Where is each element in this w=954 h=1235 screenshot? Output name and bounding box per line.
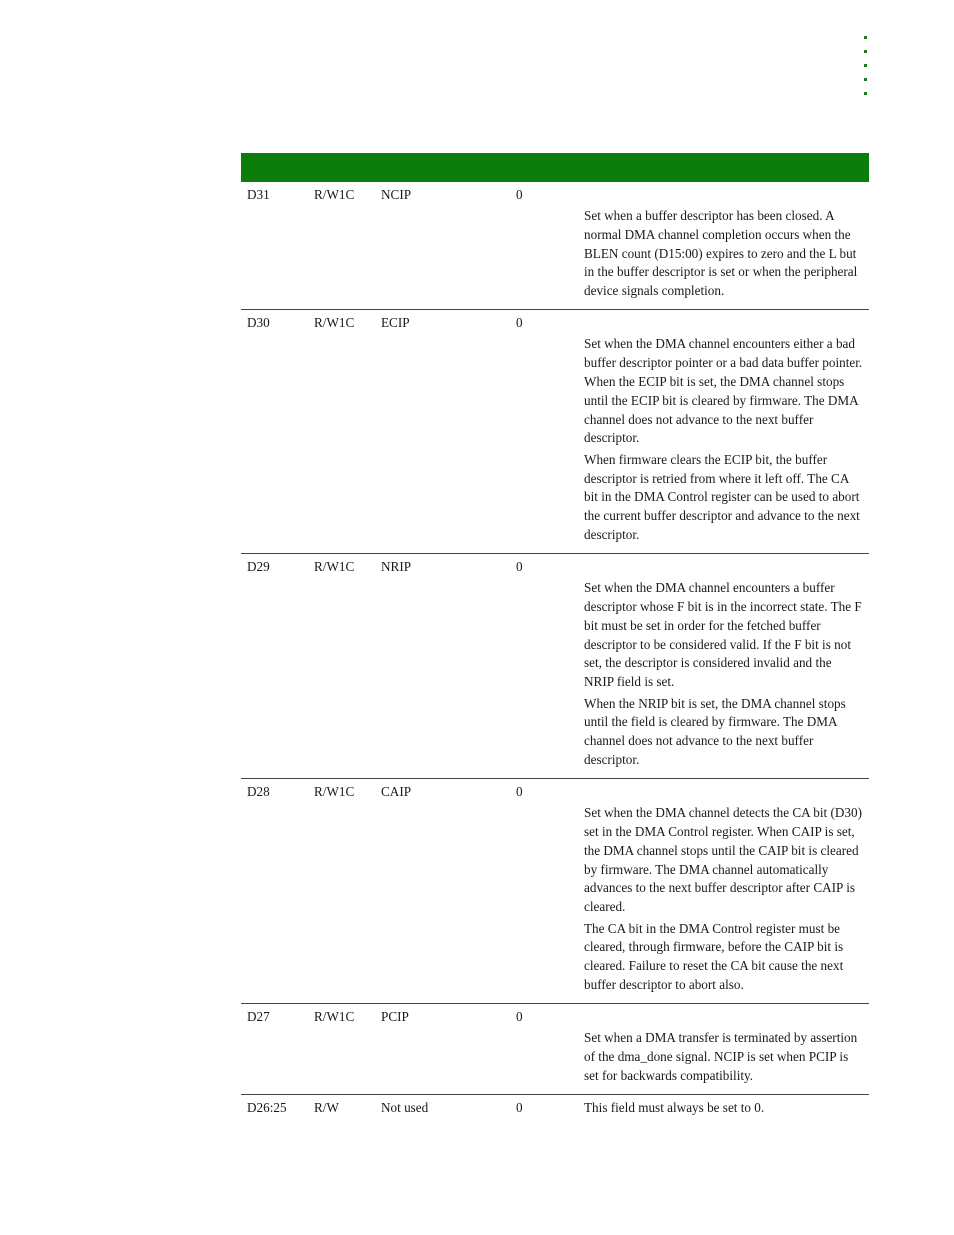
mnemonic-cell: ECIP — [381, 315, 410, 331]
access-cell: R/W1C — [314, 1009, 355, 1025]
bits-cell: D28 — [247, 784, 270, 800]
description-paragraph: Set when the DMA channel encounters either a bad buffer descriptor pointer or a bad data buffer pointer. When the ECIP bit is set, the DMA channel stops until the ECIP bit is cleared by firmware. The DMA channel does not advance to the next buffer descriptor. — [584, 336, 863, 446]
access-cell: R/W1C — [314, 187, 355, 202]
table-row — [241, 1095, 869, 1126]
description-paragraph: Set when a buffer descriptor has been closed. A normal DMA channel completion occurs when the BLEN count (D15:00) expires to zero and the L but in the buffer descriptor is set or when the peripheral device signals completion. — [584, 208, 858, 299]
description-cell — [584, 1095, 864, 1126]
table-row — [241, 182, 869, 310]
description-paragraph: Set when the DMA channel encounters a buffer descriptor whose F bit is in the incorrect state. The F bit must be set in order for the fetched buffer descriptor to be considered valid. If the F bit is not set, the descriptor is considered invalid and the NRIP field is set. — [584, 580, 862, 690]
page-margin-dots — [864, 36, 868, 106]
reset-cell: 0 — [516, 1100, 523, 1116]
description-paragraph: This field must always be set to 0. — [584, 1100, 765, 1116]
description-cell — [584, 779, 864, 1003]
mnemonic-cell: Not used — [381, 1100, 429, 1116]
reset-cell: 0 — [516, 187, 523, 202]
mnemonic-cell: PCIP — [381, 1009, 409, 1025]
table-header-bar — [241, 153, 869, 182]
description-paragraph: Set when the DMA channel detects the CA bit (D30) set in the DMA Control register. When CAIP is set, the DMA channel stops until the CAIP bit is cleared by firmware. The DMA channel automatically advances to the next buffer descriptor after CAIP is cleared. — [584, 805, 862, 915]
description-cell — [584, 1004, 864, 1094]
table-row — [241, 554, 869, 779]
reset-cell: 0 — [516, 559, 523, 575]
margin-dot — [864, 50, 867, 53]
bits-cell: D30 — [247, 315, 270, 331]
bits-cell: D26:25 — [247, 1100, 287, 1116]
bits-cell: D31 — [247, 187, 270, 202]
description-paragraph: Set when a DMA transfer is terminated by assertion of the dma_done signal. NCIP is set when PCIP is set for backwards compatibility. — [584, 1030, 858, 1083]
margin-dot — [864, 36, 867, 39]
margin-dot — [864, 78, 867, 81]
reset-cell: 0 — [516, 1009, 523, 1025]
description-paragraph: When firmware clears the ECIP bit, the buffer descriptor is retried from where it left off. The CA bit in the DMA Control register can be used to abort the current buffer descriptor and advance to the next descriptor. — [584, 451, 860, 542]
reset-cell: 0 — [516, 784, 523, 800]
mnemonic-cell: NCIP — [381, 187, 412, 202]
table-row — [241, 779, 869, 1004]
mnemonic-cell: CAIP — [381, 784, 412, 800]
description-cell — [584, 182, 864, 309]
description-paragraph: When the NRIP bit is set, the DMA channel stops until the field is cleared by firmware. The DMA channel does not advance to the next buffer descriptor. — [584, 695, 846, 767]
bits-cell: D29 — [247, 559, 270, 575]
access-cell: R/W1C — [314, 784, 355, 800]
table-row — [241, 1004, 869, 1095]
margin-dot — [864, 64, 867, 67]
access-cell: R/W1C — [314, 559, 355, 575]
margin-dot — [864, 92, 867, 95]
table-row — [241, 310, 869, 554]
access-cell: R/W1C — [314, 315, 355, 331]
reset-cell: 0 — [516, 315, 523, 331]
register-field-table — [241, 153, 869, 1126]
description-cell — [584, 310, 864, 553]
mnemonic-cell: NRIP — [381, 559, 412, 575]
bits-cell: D27 — [247, 1009, 270, 1025]
description-paragraph: The CA bit in the DMA Control register must be cleared, through firmware, before the CAIP bit is cleared. Failure to reset the CA bit cause the next buffer descriptor to abort also. — [584, 920, 844, 992]
access-cell: R/W — [314, 1100, 339, 1116]
description-cell — [584, 554, 864, 778]
